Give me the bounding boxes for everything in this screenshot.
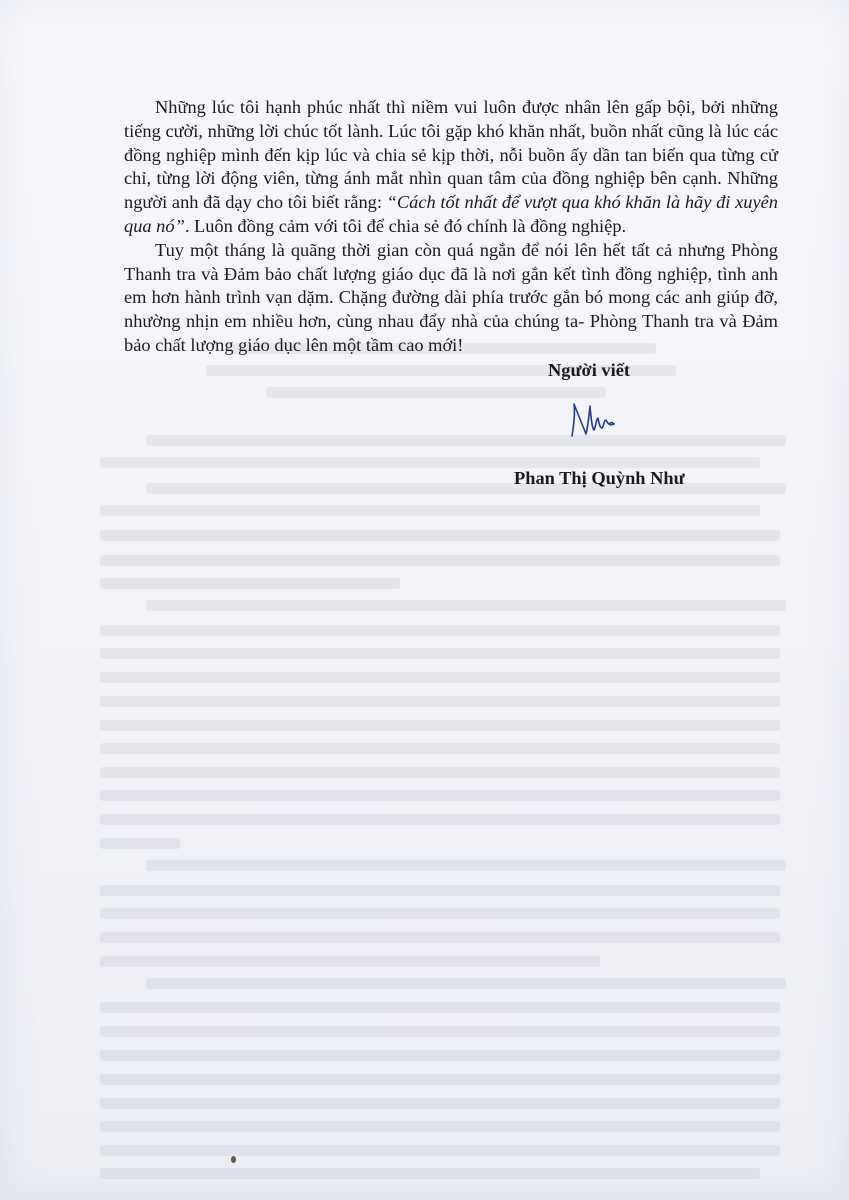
paragraph-1-ending: . Luôn đồng cảm với tôi để chia sẻ đó chính là đồng nghiệp.	[184, 215, 627, 236]
letter-body	[124, 96, 778, 358]
writer-label: Người viết	[548, 360, 630, 380]
paper-speck	[231, 1156, 236, 1163]
paragraph-1	[124, 96, 778, 239]
paragraph-1-text: Những lúc tôi hạnh phúc nhất thì niềm vui luôn được nhân lên gấp bội, bởi những tiếng cười, những lời chúc tốt lành. Lúc tôi gặp khó khăn nhất, buồn nhất cũng là lúc các đồng nghiệp mình đến kịp lúc và chia sẻ kịp thời, nỗi buồn ấy dần tan biến qua từng cử chỉ, từng lời động viên, từng ánh mắt nhìn quan tâm của đồng nghiệp bên cạnh. Những người anh đã dạy cho tôi biết rằng:	[124, 97, 778, 213]
writer-name: Phan Thị Quỳnh Như	[514, 468, 685, 488]
paragraph-2: Tuy một tháng là quãng thời gian còn quá ngắn để nói lên hết tất cả nhưng Phòng Thanh tra và Đảm bảo chất lượng giáo dục đã là nơi gắn kết tình đồng nghiệp, tình anh em hơn hành trình vạn dặm. Chặng đường dài phía trước gắn bó mong các anh giúp đỡ, nhường nhịn em nhiều hơn, cùng nhau đẩy nhà của chúng ta- Phòng Thanh tra và Đảm bảo chất lượng giáo dục lên một tầm cao mới!	[124, 239, 778, 355]
handwritten-signature-icon	[566, 400, 626, 442]
quote-text: “Cách tốt nhất để vượt qua khó khăn là hãy đi xuyên qua nó”	[124, 192, 778, 236]
